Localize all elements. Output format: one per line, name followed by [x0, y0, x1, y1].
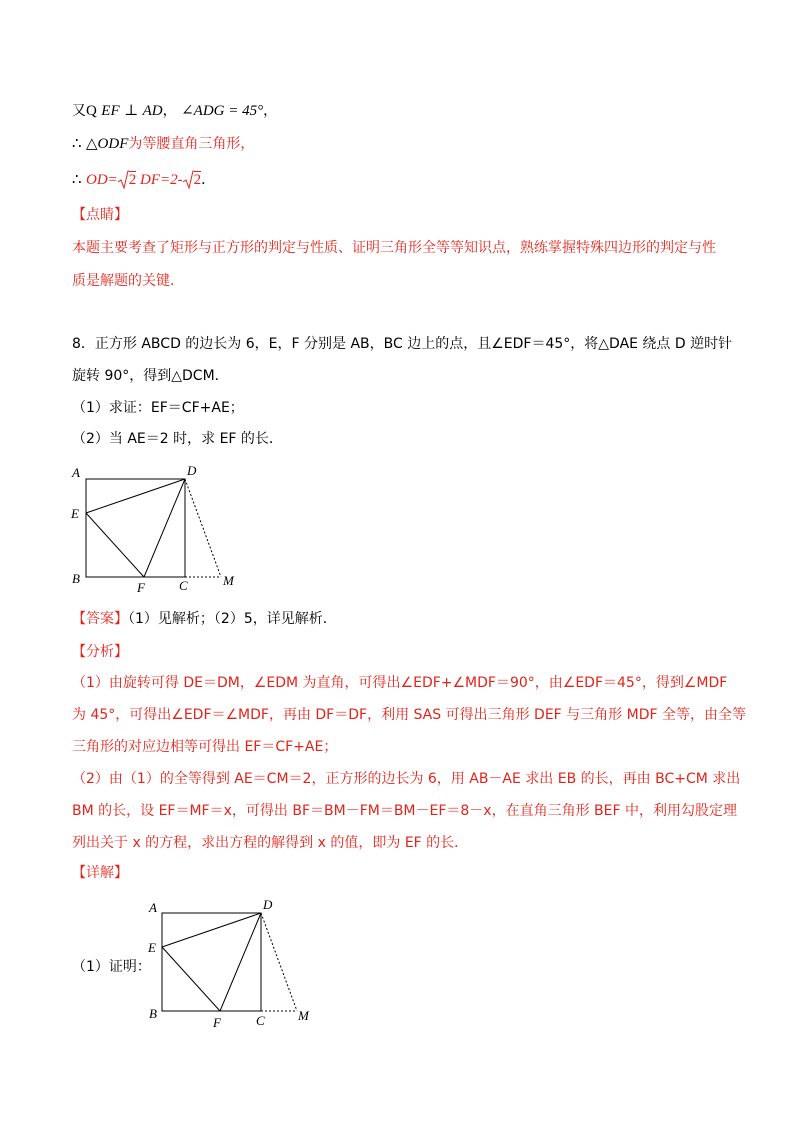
sqrt-symbol: 2: [118, 170, 137, 190]
segment-ef: [86, 513, 144, 577]
label-c: C: [256, 1013, 265, 1028]
analysis-line-5: BM 的长，设 EF＝MF＝x，可得出 BF＝BM－FM＝BM－EF＝8－x，在直角三角形 BEF 中，利用勾股定理: [72, 803, 737, 819]
label-a: A: [72, 465, 80, 480]
segment-dm: [185, 479, 221, 577]
segment-ef: [162, 947, 220, 1011]
label-f: F: [213, 1015, 221, 1030]
square-abcd: [86, 479, 185, 577]
problem-line-2: 旋转 90°，得到△DCM．: [72, 368, 229, 384]
analysis-line-6: 列出关于 x 的方程，求出方程的解得到 x 的值，即为 EF 的长．: [72, 835, 469, 851]
label-m: M: [223, 573, 234, 588]
problem-question-1: （1）求证：EF＝CF+AE；: [72, 400, 244, 416]
analysis-line-2: 为 45°，可得出∠EDF＝∠MDF，再由 DF＝DF，利用 SAS 可得出三角形 DEF 与三角形 MDF 全等，由全等: [72, 707, 746, 723]
label-e: E: [148, 940, 156, 955]
label-e: E: [71, 506, 79, 521]
label-a: A: [149, 900, 157, 915]
label-b: B: [149, 1006, 157, 1021]
comment-header: 【点睛】: [72, 207, 128, 223]
detail-header: 【详解】: [72, 865, 128, 881]
segment-fd: [220, 913, 261, 1011]
line-od-df-result: ∴ OD= 2 DF=2- 2．: [72, 172, 216, 188]
segment-dm: [261, 913, 297, 1011]
label-c: C: [179, 578, 188, 593]
geometry-figure-proof: [140, 894, 330, 1034]
sqrt-symbol: 2: [183, 170, 202, 190]
square-abcd: [162, 913, 261, 1011]
label-d: D: [187, 463, 197, 478]
answer-line: 【答案】（1）见解析；（2）5，详见解析．: [72, 611, 337, 627]
problem-line-1: 8．正方形 ABCD 的边长为 6，E，F 分别是 AB，BC 边上的点，且∠EDF＝45°，将△DAE 绕点 D 逆时针: [72, 336, 733, 352]
analysis-line-4: （2）由（1）的全等得到 AE＝CM＝2，正方形的边长为 6，用 AB－AE 求出 EB 的长，再由 BC+CM 求出: [72, 771, 741, 787]
line-isosceles-right-triangle: ∴ △ODF为等腰直角三角形，: [72, 136, 255, 152]
label-b: B: [72, 571, 80, 586]
analysis-line-1: （1）由旋转可得 DE＝DM，∠EDM 为直角，可得出∠EDF+∠MDF＝90°，由∠EDF＝45°，得到∠MDF: [72, 675, 728, 691]
segment-ed: [86, 479, 185, 513]
segment-ed: [162, 913, 261, 947]
label-m: M: [298, 1008, 309, 1023]
segment-fd: [144, 479, 185, 577]
proof-label: （1）证明：: [72, 959, 151, 975]
analysis-header: 【分析】: [72, 644, 128, 660]
comment-line-2: 质是解题的关键．: [72, 273, 184, 289]
label-d: D: [263, 897, 273, 912]
label-f: F: [137, 580, 145, 595]
problem-question-2: （2）当 AE＝2 时，求 EF 的长．: [72, 431, 283, 447]
analysis-line-3: 三角形的对应边相等可得出 EF＝CF+AE；: [72, 739, 338, 755]
geometry-figure-problem: [66, 458, 256, 598]
comment-line-1: 本题主要考查了矩形与正方形的判定与性质、证明三角形全等等知识点，熟练掌握特殊四边形的判定与性: [72, 240, 716, 256]
line-perpendicular: 又Q EF ⊥ AD， ∠ADG = 45°，: [72, 103, 278, 119]
